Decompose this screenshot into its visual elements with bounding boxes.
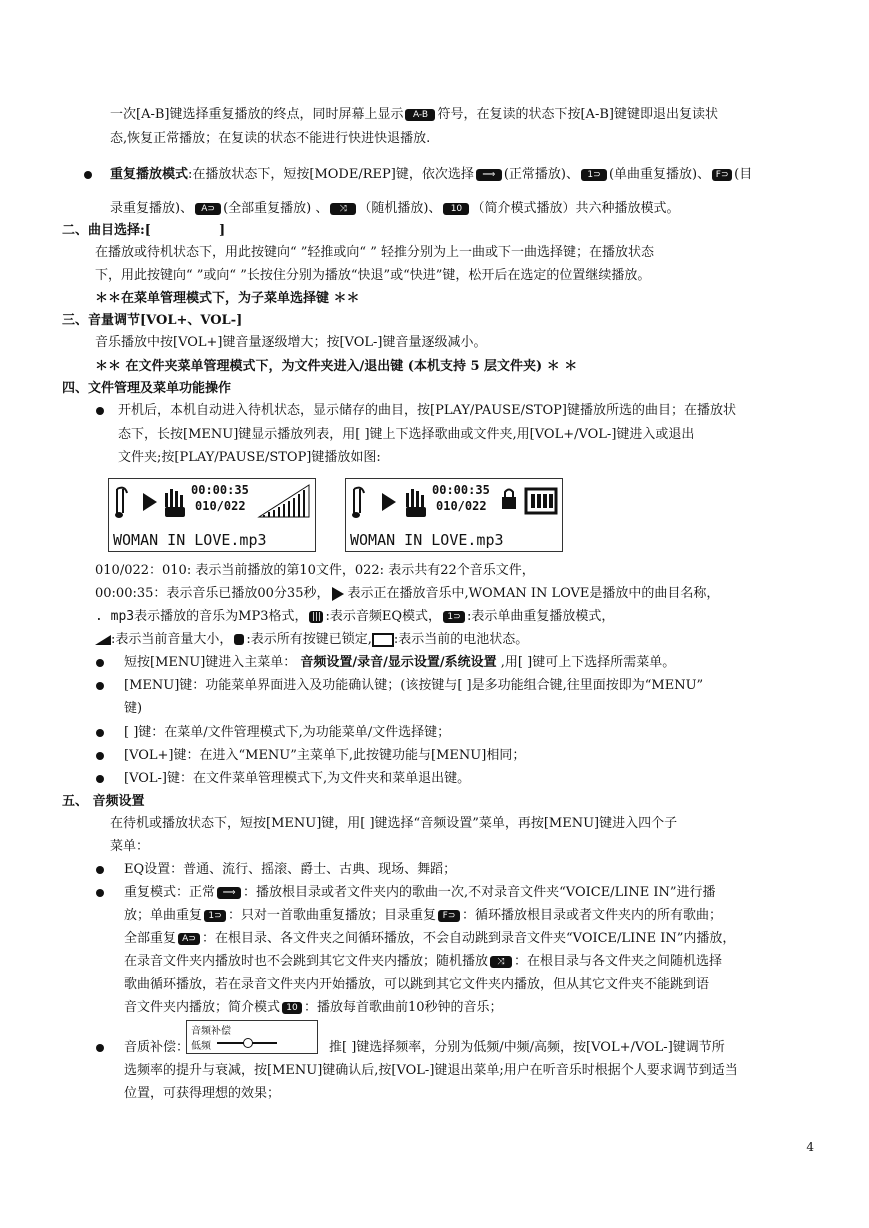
lcd-count-1: 010/022	[195, 499, 246, 513]
lcd-time-1: 00:00:35	[191, 483, 249, 497]
repeat-mode-line-6	[124, 999, 503, 1017]
bullet	[84, 171, 92, 179]
random-icon: ⤨	[490, 956, 512, 968]
b2c: ,用[ ]键可上下选择所需菜单。	[496, 655, 676, 670]
lock-icon	[234, 634, 244, 645]
r1b: ：播放根目录或者文件夹内的歌曲一次,不对录音文件夹“VOICE/LINE IN”进行播	[243, 885, 716, 900]
sec2-line-2: 下，用此按键向“ ”或向“ ”长按住分别为播放“快退”或“快进”键，松开后在选定的位置继续播放。	[95, 268, 651, 283]
desc4b: :表示所有按键已锁定,	[246, 632, 372, 647]
desc-line-4	[95, 631, 528, 649]
random-icon: ⤨	[330, 203, 356, 215]
bullet	[96, 752, 104, 760]
lcd-screen-1	[108, 478, 316, 552]
sec4-b1-line-3: 文件夹;按[PLAY/PAUSE/STOP]键播放如图:	[118, 450, 381, 465]
battery-icon	[372, 633, 394, 647]
music-note-icon	[115, 488, 127, 518]
sec2-heading-end: ]	[218, 223, 226, 238]
desc4a: :表示当前音量大小，	[111, 632, 233, 647]
r1a: 重复模式：正常	[124, 885, 216, 900]
ab-text-1: 一次[A-B]键选择重复播放的终点，同时屏幕上显示	[110, 107, 404, 122]
single-repeat-icon: 1⊃	[443, 611, 465, 623]
r6b: ：播放每首歌曲前10秒钟的音乐；	[304, 1000, 503, 1015]
sec2-line-1: 在播放或待机状态下，用此按键向“ ”轻推或向“ ” 轻推分别为上一曲或下一曲选择键；在播放状态	[95, 245, 654, 260]
repeat-text: :在播放状态下，短按[MODE/REP]键，依次选择	[188, 167, 474, 182]
play-icon	[332, 587, 344, 601]
bullet	[96, 729, 104, 737]
eq-icon	[165, 489, 183, 507]
desc4c: :表示当前的电池状态。	[393, 632, 529, 647]
quality-line-3: 位置，可获得理想的效果；	[124, 1086, 281, 1101]
b2a: 短按[MENU]键进入主菜单：	[124, 655, 297, 670]
all-label: (全部重复播放) 、	[223, 201, 329, 216]
lcd-screen-2	[345, 478, 563, 552]
repeat-mode-line-5: 歌曲循环播放，若在录音文件夹内开始播放，可以跳到其它文件夹内播放，但从其它文件夹不能跳到语	[124, 977, 710, 992]
sec4-b3-line-2: 键)	[124, 701, 143, 716]
desc-line-2	[95, 585, 719, 603]
normal-play-icon	[406, 507, 426, 517]
bullet	[96, 659, 104, 667]
desc-line-3	[95, 608, 614, 626]
repeat-line-2	[110, 200, 679, 218]
desc3b: 表示播放的音乐为MP3格式，	[134, 609, 308, 624]
volume-icon	[259, 485, 309, 517]
sec4-b2	[124, 654, 675, 672]
eq-icon	[406, 489, 424, 507]
dir-label: (目	[734, 167, 753, 182]
r6a: 音文件夹内播放；简介模式	[124, 1000, 281, 1015]
lcd-time-2: 00:00:35	[432, 483, 490, 497]
repeat-line-1	[110, 166, 752, 184]
section-4-heading: 四、文件管理及菜单功能操作	[62, 381, 232, 396]
sec4-b1-line-1: 开机后，本机自动进入待机状态，显示储存的曲目，按[PLAY/PAUSE/STOP]键播放所选的曲目；在播放状	[118, 403, 737, 418]
q1b: 推[ ]键选择频率，分别为低频/中频/高频，按[VOL+/VOL-]键调节所	[329, 1040, 725, 1055]
eq-icon: |||	[309, 611, 323, 623]
menu-title: 音频补偿	[191, 1026, 231, 1037]
single-repeat-icon	[165, 507, 185, 517]
page-number: 4	[806, 1140, 814, 1154]
intro-icon: 10	[443, 203, 469, 215]
normal-play-icon: ⟹	[217, 887, 241, 899]
r2c: ：循环播放根目录或者文件夹内的所有歌曲；	[462, 908, 723, 923]
ab-line-1	[110, 106, 718, 124]
dir-repeat-icon: F⊃	[712, 169, 732, 181]
ab-text-1b: 符号，在复读的状态下按[A-B]键键即退出复读状	[437, 107, 718, 122]
normal-play-icon: ⟹	[476, 169, 502, 181]
single-repeat-icon: 1⊃	[204, 910, 226, 922]
desc2b: 表示正在播放音乐中,WOMAN IN LOVE是播放中的曲目名称，	[347, 586, 720, 601]
dir-repeat-icon: F⊃	[438, 910, 460, 922]
lcd-count-2: 010/022	[436, 499, 487, 513]
sec2-heading-text: 二、曲目选择:[	[62, 223, 151, 238]
all-repeat-icon: A⊃	[195, 203, 221, 215]
section-2-heading	[62, 222, 225, 240]
repeat-mode-line-1	[124, 884, 716, 902]
sec4-b5: [VOL+]键：在进入“MENU”主菜单下,此按键功能与[MENU]相同；	[124, 748, 526, 763]
desc3d: :表示单曲重复播放模式，	[467, 609, 615, 624]
lcd-filename-2: WOMAN IN LOVE.mp3	[350, 531, 504, 549]
b2b: 音频设置/录音/显示设置/系统设置	[300, 655, 497, 670]
sec4-b1-line-2: 态下，长按[MENU]键显示播放列表，用[ ]键上下选择歌曲或文件夹,用[VOL+/VOL-]键进入或退出	[118, 427, 695, 442]
intro-label: （简介模式播放）共六种播放模式。	[471, 201, 680, 216]
r3b: ：在根目录、各文件夹之间循环播放，不会自动跳到录音文件夹“VOICE/LINE IN”内播放，	[202, 931, 736, 946]
section-5-heading: 五、 音频设置	[62, 794, 145, 809]
desc3a: . mp3	[95, 609, 135, 624]
r3a: 全部重复	[124, 931, 177, 946]
lcd-filename-1: WOMAN IN LOVE.mp3	[113, 531, 267, 549]
single-repeat-icon: 1⊃	[581, 169, 607, 181]
sec5-line-1: 在待机或播放状态下，短按[MENU]键，用[ ]键选择“音频设置”菜单，再按[MENU]键进入四个子	[110, 816, 678, 831]
sec3-line-1: 音乐播放中按[VOL+]键音量逐级增大；按[VOL-]键音量逐级减小。	[95, 335, 487, 350]
quality-line-1	[124, 1039, 725, 1057]
r2a: 放；单曲重复	[124, 908, 203, 923]
sec5-line-2: 菜单：	[110, 839, 150, 854]
ab-line-2: 态,恢复正常播放；在复读的状态不能进行快进快退播放.	[110, 131, 431, 146]
desc2a: 00:00:35：表示音乐已播放00分35秒，	[95, 586, 330, 601]
bullet	[96, 866, 104, 874]
r4a: 在录音文件夹内播放时也不会跳到其它文件夹内播放；随机播放	[124, 954, 489, 969]
eq-setting: EQ设置：普通、流行、摇滚、爵士、古典、现场、舞蹈；	[124, 862, 457, 877]
normal-label: (正常播放)、	[503, 167, 579, 182]
sec4-b6: [VOL-]键：在文件菜单管理模式下,为文件夹和菜单退出键。	[124, 771, 471, 786]
r2b: ：只对一首歌曲重复播放；目录重复	[228, 908, 437, 923]
play-icon	[382, 493, 396, 511]
sec3-line-2: ＊＊ 在文件夹菜单管理模式下，为文件夹进入/退出键 (本机支持 5 层文件夹) ＊ ＊	[95, 359, 578, 374]
bullet	[96, 407, 104, 415]
repeat-mode-line-2	[124, 907, 722, 925]
lock-icon	[502, 490, 516, 510]
desc3c: :表示音频EQ模式，	[325, 609, 442, 624]
battery-icon	[526, 489, 556, 513]
section-3-heading: 三、音量调节[VOL+、VOL-]	[62, 313, 243, 328]
ab-symbol-icon: A-B	[405, 109, 435, 121]
repeat-mode-line-3	[124, 930, 735, 948]
volume-icon	[95, 635, 111, 645]
play-icon	[143, 493, 157, 511]
repeat-mode-line-4	[124, 953, 722, 971]
sec2-line-3: ＊＊在菜单管理模式下，为子菜单选择键 ＊＊	[95, 291, 360, 306]
music-note-icon	[352, 488, 364, 518]
random-label: （随机播放)、	[358, 201, 442, 216]
sec4-b4: [ ]键：在菜单/文件管理模式下,为功能菜单/文件选择键；	[124, 725, 451, 740]
r4b: ：在根目录与各文件夹之间随机选择	[514, 954, 723, 969]
intro-icon: 10	[282, 1002, 302, 1014]
bullet	[96, 775, 104, 783]
repeat-text-2: 录重复播放)、	[110, 201, 194, 216]
bullet	[96, 682, 104, 690]
menu-low-label: 低频	[191, 1041, 211, 1052]
q1a: 音质补偿：	[124, 1040, 190, 1055]
bullet	[96, 889, 104, 897]
all-repeat-icon: A⊃	[178, 933, 200, 945]
quality-line-2: 选频率的提升与衰减，按[MENU]键确认后,按[VOL-]键退出菜单;用户在听音乐时根据个人要求调节到适当	[124, 1063, 738, 1078]
bullet	[96, 1044, 104, 1052]
repeat-title: 重复播放模式	[110, 167, 189, 182]
desc-line-1: 010/022：010: 表示当前播放的第10文件，022: 表示共有22个音乐文件，	[95, 563, 535, 578]
sec4-b3-line-1: [MENU]键：功能菜单界面进入及功能确认键；(该按键与[ ]是多功能组合键,往里面按即为“MENU”	[124, 678, 704, 693]
single-label: (单曲重复播放)、	[608, 167, 711, 182]
